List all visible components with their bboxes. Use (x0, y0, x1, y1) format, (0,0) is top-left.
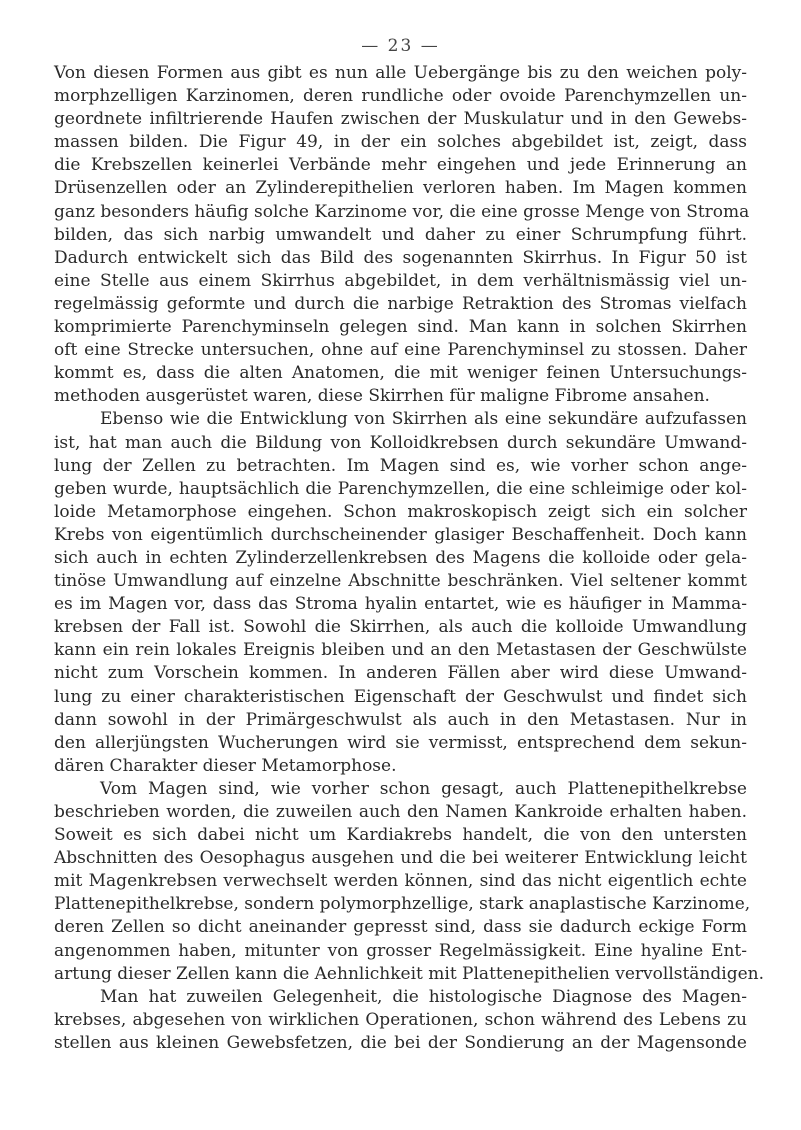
text-line: kommt es, dass die alten Anatomen, die mit weniger feinen Untersuchungs- (54, 363, 747, 384)
text-line: die Krebszellen keinerlei Verbände mehr eingehen und jede Erinnerung an (54, 155, 747, 176)
text-line: Vom Magen sind, wie vorher schon gesagt, auch Plattenepithelkrebse (100, 778, 747, 799)
body-text (54, 62, 765, 1055)
text-line: regelmässig geformte und durch die narbige Retraktion des Stromas vielfach (54, 293, 747, 314)
text-line: Krebs von eigentümlich durchscheinender glasiger Beschaffenheit. Doch kann (54, 524, 747, 545)
text-line: kann ein rein lokales Ereignis bleiben und an den Metastasen der Geschwülste (54, 640, 747, 661)
text-line: sich auch in echten Zylinderzellenkrebsen des Magens die kolloide oder gela- (54, 547, 747, 568)
text-line: morphzelligen Karzinomen, deren rundliche oder ovoide Parenchymzellen un- (54, 86, 747, 107)
text-line: tinöse Umwandlung auf einzelne Abschnitte beschränken. Viel seltener kommt (54, 571, 747, 592)
text-line: geben wurde, hauptsächlich die Parenchymzellen, die eine schleimige oder kol- (54, 478, 747, 499)
text-line: ist, hat man auch die Bildung von Kolloidkrebsen durch sekundäre Umwand- (54, 432, 747, 453)
text-line: methoden ausgerüstet waren, diese Skirrhen für maligne Fibrome ansahen. (54, 386, 710, 407)
text-line: Man hat zuweilen Gelegenheit, die histologische Diagnose des Magen- (100, 986, 747, 1007)
text-line: Ebenso wie die Entwicklung von Skirrhen als eine sekundäre aufzufassen (100, 409, 747, 430)
text-line: dann sowohl in der Primärgeschwulst als auch in den Metastasen. Nur in (54, 709, 747, 730)
text-line: beschrieben worden, die zuweilen auch den Namen Kankroide erhalten haben. (54, 802, 747, 822)
text-line: es im Magen vor, dass das Stroma hyalin entartet, wie es häufiger in Mamma- (54, 594, 747, 615)
text-line: Abschnitten des Oesophagus ausgehen und die bei weiterer Entwicklung leicht (54, 848, 747, 869)
text-line: nicht zum Vorschein kommen. In anderen Fällen aber wird diese Umwand- (54, 663, 747, 684)
text-line: stellen aus kleinen Gewebsfetzen, die bei der Sondierung an der Magensonde (54, 1032, 747, 1053)
text-line: dären Charakter dieser Metamorphose. (54, 755, 397, 776)
text-line: geordnete infiltrierende Haufen zwischen der Muskulatur und in den Gewebs- (54, 109, 747, 130)
text-line: mit Magenkrebsen verwechselt werden können, sind das nicht eigentlich echte (54, 871, 747, 892)
text-line: artung dieser Zellen kann die Aehnlichkeit mit Plattenepithelien vervollständigen. (54, 963, 765, 984)
text-line: angenommen haben, mitunter von grosser Regelmässigkeit. Eine hyaline Ent- (54, 940, 747, 961)
text-line: komprimierte Parenchyminseln gelegen sind. Man kann in solchen Skirrhen (54, 317, 747, 338)
text-line: bilden, das sich narbig umwandelt und daher zu einer Schrumpfung führt. (54, 224, 747, 245)
page-number: — 23 — (361, 36, 440, 56)
text-line: Von diesen Formen aus gibt es nun alle Uebergänge bis zu den weichen poly- (54, 63, 747, 83)
text-line: massen bilden. Die Figur 49, in der ein solches abgebildet ist, zeigt, dass (54, 132, 747, 153)
text-line: Dadurch entwickelt sich das Bild des sogenannten Skirrhus. In Figur 50 ist (54, 247, 747, 268)
text-line: deren Zellen so dicht aneinander gepresst sind, dass sie dadurch eckige Form (54, 917, 747, 938)
text-line: lung zu einer charakteristischen Eigenschaft der Geschwulst und findet sich (54, 686, 747, 707)
text-line: den allerjüngsten Wucherungen wird sie vermisst, entsprechend dem sekun- (54, 732, 747, 753)
text-line: lung der Zellen zu betrachten. Im Magen sind es, wie vorher schon ange- (54, 455, 747, 476)
text-line: loide Metamorphose eingehen. Schon makroskopisch zeigt sich ein solcher (54, 501, 747, 522)
text-line: Plattenepithelkrebse, sondern polymorphzellige, stark anaplastische Karzinome, (54, 894, 751, 915)
text-line: Soweit es sich dabei nicht um Kardiakrebs handelt, die von den untersten (54, 825, 747, 846)
text-line: eine Stelle aus einem Skirrhus abgebildet, in dem verhältnismässig viel un- (54, 270, 747, 291)
text-line: oft eine Strecke untersuchen, ohne auf eine Parenchyminsel zu stossen. Daher (54, 340, 747, 361)
text-line: Drüsenzellen oder an Zylinderepithelien verloren haben. Im Magen kommen (54, 178, 747, 199)
text-line: krebsen der Fall ist. Sowohl die Skirrhen, als auch die kolloide Umwandlung (54, 617, 747, 638)
text-line: krebses, abgesehen von wirklichen Operationen, schon während des Lebens zu (54, 1009, 747, 1030)
text-line: ganz besonders häufig solche Karzinome vor, die eine grosse Menge von Stroma (54, 201, 750, 222)
